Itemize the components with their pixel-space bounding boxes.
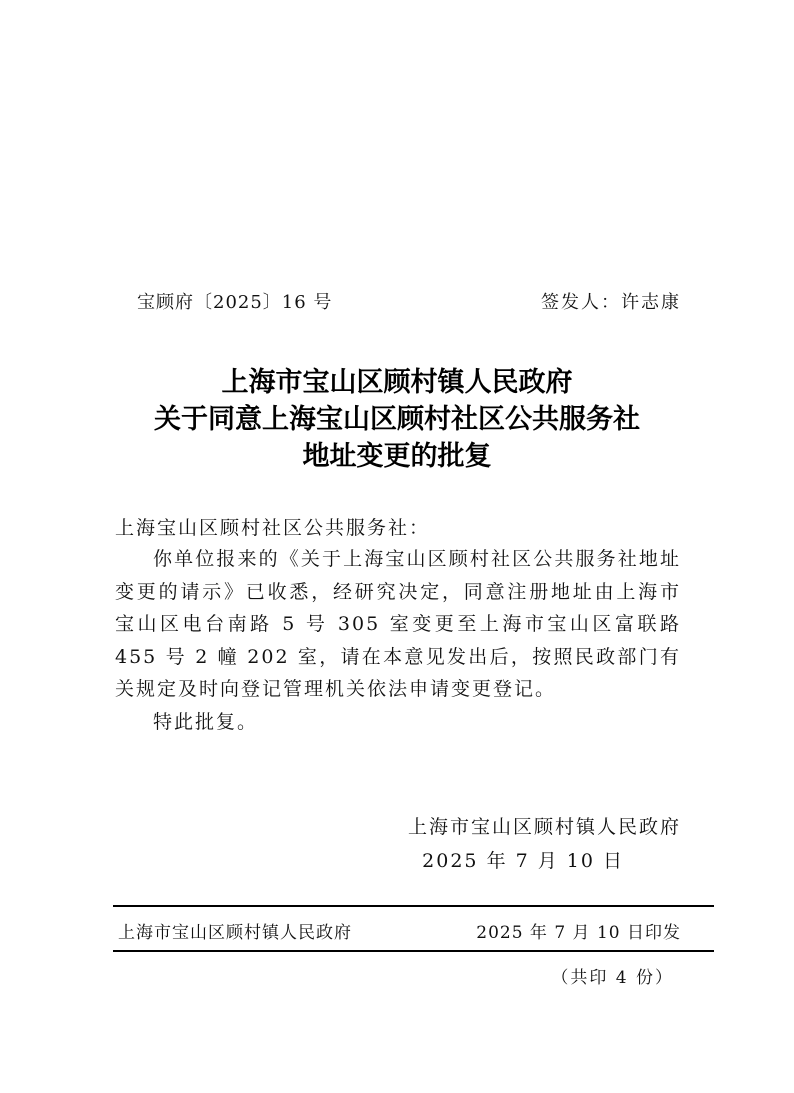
document-number: 宝顾府〔2025〕16 号 (137, 292, 333, 313)
signature-date: 2025 年 7 月 10 日 (422, 850, 624, 872)
footer-top-rule (113, 905, 714, 907)
title-line-3: 地址变更的批复 (302, 441, 492, 472)
copies-count: （共印 4 份） (551, 968, 674, 988)
body-paragraph: 你单位报来的《关于上海宝山区顾村社区公共服务社地址变更的请示》已收悉，经研究决定，同意注册地址由上海市宝山区电台南路 5 号 305 室变更至上海市宝山区富联路 455 号 2 幢 202 室，请在本意见发出后，按照民政部门有关规定及时向登记管理机关依法申请变更登记。 (115, 548, 681, 700)
footer-organization: 上海市宝山区顾村镇人民政府 (118, 923, 352, 943)
footer-bottom-rule (113, 950, 714, 952)
body-closing: 特此批复。 (153, 710, 259, 733)
addressee: 上海宝山区顾村社区公共服务社： (115, 517, 431, 539)
title-line-2: 关于同意上海宝山区顾村社区公共服务社 (154, 404, 640, 435)
document-body (115, 543, 681, 738)
footer-issue-date: 2025 年 7 月 10 日印发 (476, 923, 681, 943)
title-line-1: 上海市宝山区顾村镇人民政府 (221, 367, 573, 398)
signature-organization: 上海市宝山区顾村镇人民政府 (407, 816, 681, 838)
signer: 签发人：许志康 (541, 292, 681, 313)
